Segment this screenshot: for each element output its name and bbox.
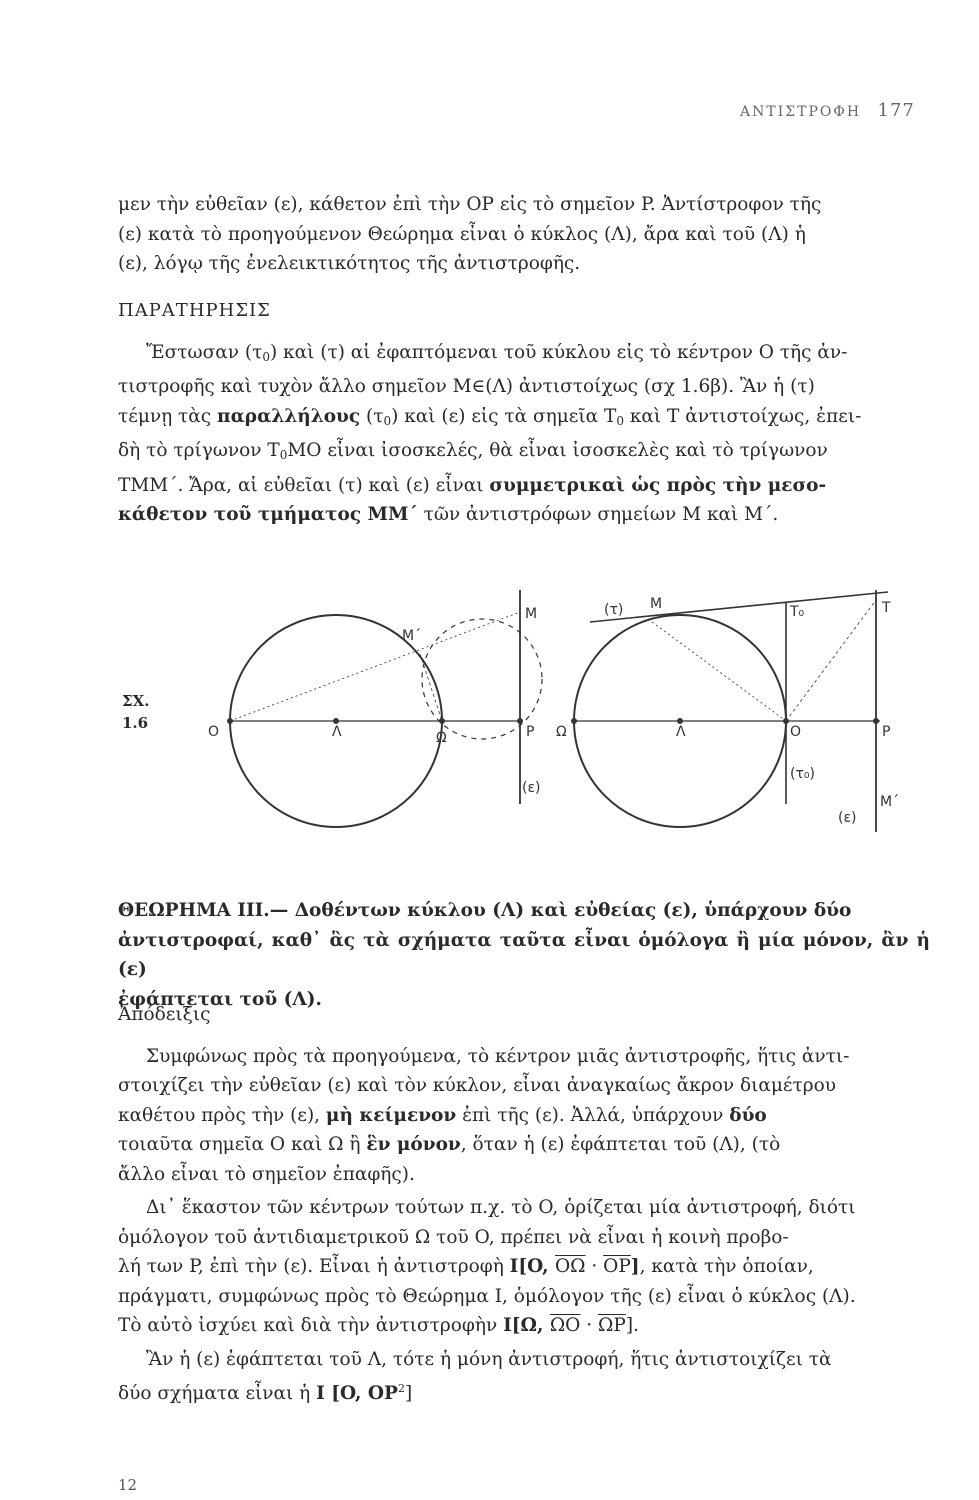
proof-line: [118, 1374, 930, 1409]
proof-line: ἄλλο εἶναι τὸ σημεῖον ἐπαφῆς).: [118, 1163, 415, 1185]
proof-section: [118, 1000, 930, 1409]
text: ·: [585, 1256, 604, 1277]
proof-line: Συμφώνως πρὸς τὰ προηγούμενα, τὸ κέντρον μιᾶς ἀντιστροφῆς, ἥτις ἀντι-: [146, 1045, 850, 1067]
overlined-segment: $\overline{O\Omega}$: [555, 1256, 586, 1277]
text: καὶ T ἀντιστοίχως, ἐπει-: [623, 405, 862, 427]
bold-text: I[O,: [509, 1256, 555, 1277]
label-p-right: P: [882, 724, 891, 740]
remark-line: [118, 338, 930, 373]
page-number: 177: [877, 100, 915, 121]
text: ]: [404, 1383, 413, 1404]
running-header: [740, 100, 979, 121]
ray-om: [230, 612, 520, 721]
point-lambda: [334, 719, 339, 724]
label-m: M: [525, 606, 538, 622]
theorem-line: ἀντιστροφαί, καθ᾽ ἃς τὰ σχήματα ταῦτα εἶναι ὁμόλογα ἢ μία μόνον, ἂν ἡ (ε): [118, 929, 930, 980]
figure-1-6: [118, 582, 930, 842]
overlined-segment: $\overline{\Omega O}$: [549, 1315, 581, 1336]
text: ἐπὶ τῆς (ε). Ἀλλά, ὑπάρχουν: [456, 1104, 730, 1126]
bold-text: ]: [630, 1256, 640, 1277]
subscript: 0: [616, 413, 624, 428]
point-omega: [440, 719, 445, 724]
text: ) καὶ (ε) εἰς τὰ σημεῖα T: [391, 405, 617, 427]
proof-line: [118, 1311, 930, 1341]
text: δύο σχήματα εἶναι ἡ: [118, 1383, 317, 1404]
point-o-right: [784, 719, 789, 724]
label-t-point: T: [882, 600, 891, 616]
text: ].: [625, 1315, 639, 1336]
overlined-segment: $\overline{OP}$: [603, 1256, 631, 1277]
proof-line: [118, 1130, 930, 1160]
text: ) καὶ (τ) αἱ ἐφαπτόμεναι τοῦ κύκλου εἰς τὸ κέντρον O τῆς ἀν-: [269, 341, 848, 363]
text: , ὅταν ἡ (ε) ἐφάπτεται τοῦ (Λ), (τὸ: [460, 1134, 781, 1155]
remark-line: [118, 500, 930, 530]
text: λή των P, ἐπὶ τὴν (ε). Εἶναι ἡ ἀντιστροφὴ: [118, 1256, 510, 1277]
label-m-right: M: [650, 596, 663, 612]
theorem-section: [118, 896, 930, 1014]
point-omega-right: [572, 719, 577, 724]
label-o: O: [208, 724, 220, 740]
label-t0: T₀: [790, 604, 805, 620]
proof-line: Ἂν ἡ (ε) ἐφάπτεται τοῦ Λ, τότε ἡ μόνη ἀντιστροφή, ἥτις ἀντιστοιχίζει τὰ: [146, 1348, 832, 1370]
label-tau0: (τ₀): [790, 766, 815, 782]
point-o: [228, 719, 233, 724]
intro-paragraph: [118, 190, 930, 279]
text: δὴ τὸ τρίγωνον T: [118, 440, 280, 461]
subscript: 0: [262, 349, 270, 364]
text: τῶν ἀντιστρόφων σημείων M καὶ M΄.: [417, 504, 779, 525]
text: MO εἶναι ἰσοσκελές, θὰ εἶναι ἰσοσκελὲς καὶ τὸ τρίγωνον: [287, 440, 828, 461]
remark-line: [118, 436, 930, 471]
bold-text: I[Ω,: [503, 1315, 550, 1336]
intro-line: (ε) κατὰ τὸ προηγούμενον Θεώρημα εἶναι ὁ κύκλος (Λ), ἄρα καὶ τοῦ (Λ) ἡ: [118, 223, 806, 245]
text: , κατὰ τὴν ὁποίαν,: [639, 1256, 814, 1277]
bold-text: κάθετον τοῦ τμήματος MM΄: [118, 504, 418, 525]
label-m-prime: M΄: [402, 628, 422, 644]
right-diagram: [556, 590, 899, 832]
intro-line: (ε), λόγῳ τῆς ἐνελεικτικότητος τῆς ἀντιστροφῆς.: [118, 253, 581, 274]
caption-line: ΣΧ.: [122, 692, 150, 710]
left-diagram: [208, 590, 542, 827]
remark-line: [118, 471, 930, 501]
point-lambda-right: [678, 719, 683, 724]
point-p: [518, 719, 523, 724]
text: — Δοθέντων κύκλου (Λ) καὶ εὐθείας (ε), ὑπάρχουν δύο: [269, 900, 852, 921]
text: (τ: [360, 405, 384, 427]
theorem-line: [118, 896, 930, 926]
theorem-title: ΘΕΩΡΗΜΑ III.: [118, 900, 270, 921]
text: TMM΄. Ἄρα, αἱ εὐθεῖαι (τ) καὶ (ε) εἶναι: [118, 474, 490, 496]
proof-line: [118, 1252, 930, 1282]
tangent-t: [590, 592, 888, 622]
bold-text: δύο: [729, 1104, 767, 1126]
superscript: 2: [397, 1382, 405, 1395]
bold-text: ἓν μόνον: [366, 1134, 461, 1155]
subscript: 0: [383, 413, 392, 428]
overlined-segment: $\overline{\Omega P}$: [598, 1315, 626, 1336]
label-p: P: [526, 724, 535, 740]
bold-text: μὴ κείμενον: [325, 1104, 457, 1126]
label-lambda-right: Λ: [676, 724, 686, 740]
intro-line: μεν τὴν εὐθεῖαν (ε), κάθετον ἐπὶ τὴν OP εἰς τὸ σημεῖον P. Ἀντίστροφον τῆς: [118, 194, 822, 215]
signature-mark: 12: [118, 1476, 138, 1494]
text: τοιαῦτα σημεῖα O καὶ Ω ἢ: [118, 1134, 367, 1155]
label-omega: Ω: [436, 730, 447, 746]
figure-diagram: [118, 582, 930, 842]
remark-heading: ΠΑΡΑΤΗΡΗΣΙΣ: [118, 300, 271, 321]
bold-text: συμμετρικαὶ ὡς πρὸς τὴν μεσο-: [489, 474, 827, 496]
text: Τὸ αὐτὸ ἰσχύει καὶ διὰ τὴν ἀντιστροφὴν: [118, 1315, 504, 1336]
proof-line: στοιχίζει τὴν εὐθεῖαν (ε) καὶ τὸν κύκλον, εἶναι ἀναγκαίως ἄκρον διαμέτρου: [118, 1075, 836, 1096]
label-t: (τ): [604, 602, 624, 618]
label-omega-right: Ω: [556, 724, 567, 740]
label-e-right: (ε): [838, 810, 857, 826]
remark-line: [118, 402, 930, 437]
segment-mo: [648, 619, 786, 721]
label-e: (ε): [522, 780, 541, 796]
text: Ἔστωσαν (τ: [146, 341, 263, 363]
caption-line: 1.6: [122, 714, 149, 732]
proof-heading: Ἀπόδειξις: [118, 1004, 211, 1025]
text: ·: [580, 1315, 599, 1336]
point-p-right: [874, 719, 879, 724]
label-o-right: O: [790, 724, 802, 740]
bold-text: I [O, OP: [316, 1383, 398, 1404]
proof-line: πράγματι, συμφώνως πρὸς τὸ Θεώρημα I, ὁμόλογον τῆς (ε) εἶναι ὁ κύκλος (Λ).: [118, 1285, 856, 1307]
theorem-line: ἐφάπτεται τοῦ (Λ).: [118, 988, 322, 1010]
label-lambda: Λ: [332, 724, 342, 740]
header-title: ΑΝΤΙΣΤΡΟΦΗ: [740, 104, 862, 120]
text: καθέτου πρὸς τὴν (ε),: [118, 1104, 326, 1126]
label-m-prime-right: M΄: [880, 794, 900, 810]
remark-line: τιστροφῆς καὶ τυχὸν ἄλλο σημεῖον M∈(Λ) ἀντιστοίχως (σχ 1.6β). Ἂν ἡ (τ): [118, 376, 815, 397]
text: τέμνῃ τὰς: [118, 405, 218, 427]
subscript: 0: [279, 448, 288, 462]
bold-text: παραλλήλους: [217, 405, 361, 427]
proof-line: Δι᾽ ἕκαστον τῶν κέντρων τούτων π.χ. τὸ O, ὁρίζεται μία ἀντιστροφή, διότι: [146, 1197, 856, 1218]
proof-line: [118, 1101, 930, 1131]
remark-section: [118, 296, 930, 530]
proof-line: ὁμόλογον τοῦ ἀντιδιαμετρικοῦ Ω τοῦ O, πρέπει νὰ εἶναι ἡ κοινὴ προβο-: [118, 1226, 789, 1248]
